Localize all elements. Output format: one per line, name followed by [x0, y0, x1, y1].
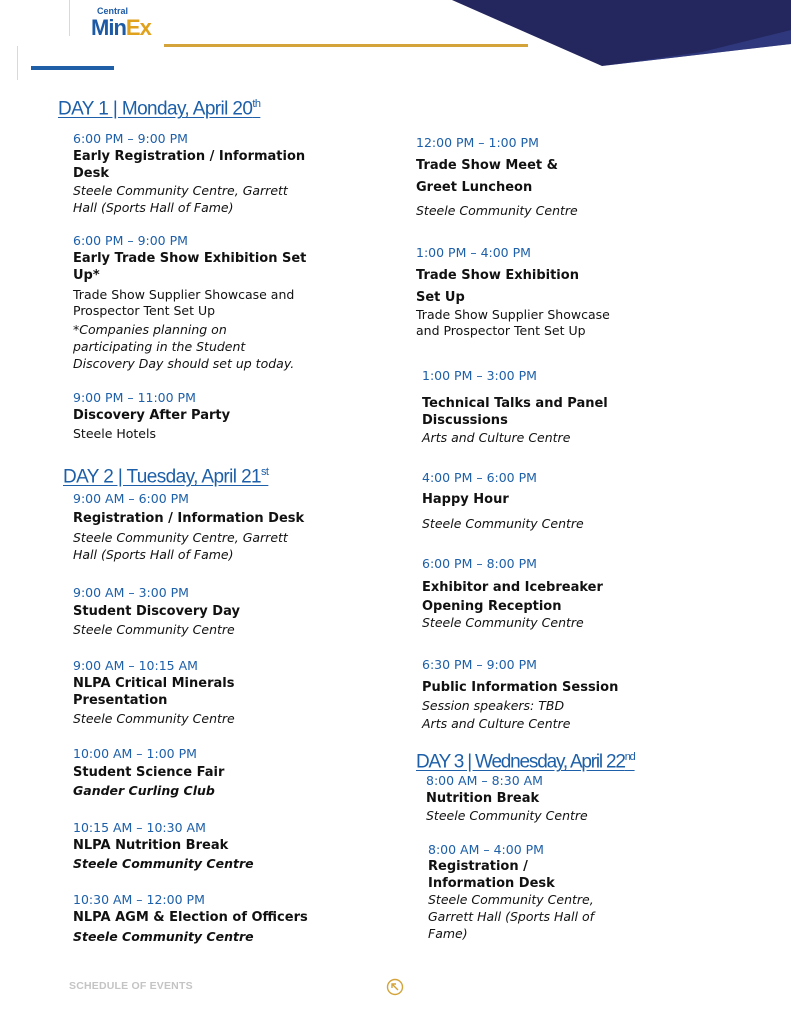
event-time: 6:00 PM – 9:00 PM — [73, 233, 188, 248]
event-time: 9:00 AM – 3:00 PM — [73, 585, 189, 600]
event-time: 9:00 PM – 11:00 PM — [73, 390, 196, 405]
header-banner — [452, 0, 791, 66]
event-time: 6:30 PM – 9:00 PM — [422, 657, 537, 672]
event-location: Steele Community Centre — [73, 622, 235, 637]
event-title: NLPA Critical Minerals Presentation — [73, 676, 235, 708]
event-detail: Trade Show Supplier Showcase and Prospector Tent Set Up — [73, 287, 295, 318]
event-title: Nutrition Break — [426, 791, 540, 806]
event-title: Discovery After Party — [73, 408, 231, 423]
event-title: Early Registration / Information Desk — [73, 149, 306, 181]
event-location: Steele Community Centre, Garrett Hall (Sports Hall of Fame) — [428, 892, 595, 941]
event-location: Steele Community Centre — [422, 516, 584, 531]
event-location: Session speakers: TBD — [422, 698, 565, 713]
arrow-up-left-circle-icon[interactable] — [386, 978, 404, 996]
event-location: Steele Community Centre — [73, 929, 254, 944]
event-location: Steele Community Centre, Garrett Hall (Sports Hall of Fame) — [73, 530, 288, 562]
event-time: 12:00 PM – 1:00 PM — [416, 135, 539, 150]
central-minex-logo — [91, 6, 171, 40]
event-location: Steele Community Centre — [426, 808, 588, 823]
event-time: 9:00 AM – 6:00 PM — [73, 491, 189, 506]
event-title: Student Science Fair — [73, 765, 225, 780]
event-time: 1:00 PM – 4:00 PM — [416, 245, 531, 260]
event-title: Early Trade Show Exhibition Set Up* — [73, 251, 307, 283]
event-title: Exhibitor and Icebreaker Opening Reception — [422, 580, 603, 614]
event-time: 10:30 AM – 12:00 PM — [73, 892, 205, 907]
logo-main-text: MinEx — [91, 15, 151, 40]
event-detail: Steele Hotels — [73, 426, 156, 441]
event-location: Steele Community Centre — [422, 615, 584, 630]
event-time: 6:00 PM – 9:00 PM — [73, 131, 188, 146]
event-title: Registration / Information Desk — [428, 859, 555, 891]
event-time: 10:15 AM – 10:30 AM — [73, 820, 206, 835]
header-divider — [17, 46, 18, 80]
event-title: Student Discovery Day — [73, 604, 240, 619]
event-time: 8:00 AM – 4:00 PM — [428, 842, 544, 857]
footer-label: SCHEDULE OF EVENTS — [69, 980, 193, 992]
day1-heading: DAY 1 | Monday, April 20th — [58, 98, 261, 120]
event-title: NLPA AGM & Election of Officers — [73, 910, 308, 925]
logo-small-text: Central — [97, 6, 129, 16]
event-title: Happy Hour — [422, 492, 509, 507]
event-time: 9:00 AM – 10:15 AM — [73, 658, 198, 673]
day2-heading: DAY 2 | Tuesday, April 21st — [63, 466, 269, 488]
event-location: Steele Community Centre — [73, 711, 235, 726]
event-location: Steele Community Centre — [73, 856, 254, 871]
event-time: 4:00 PM – 6:00 PM — [422, 470, 537, 485]
event-location: Steele Community Centre — [416, 203, 578, 218]
event-time: 1:00 PM – 3:00 PM — [422, 368, 537, 383]
event-title: Public Information Session — [422, 680, 619, 695]
day3-heading: DAY 3 | Wednesday, April 22nd — [416, 751, 635, 773]
event-title: Trade Show Meet & Greet Luncheon — [416, 158, 559, 195]
header-divider — [69, 0, 70, 36]
event-location: Gander Curling Club — [73, 783, 215, 798]
event-title: Trade Show Exhibition Set Up — [416, 268, 579, 305]
event-time: 6:00 PM – 8:00 PM — [422, 556, 537, 571]
event-location: Arts and Culture Centre — [422, 430, 571, 445]
event-detail: Trade Show Supplier Showcase and Prospector Tent Set Up — [416, 307, 610, 338]
event-title: Registration / Information Desk — [73, 511, 305, 526]
event-location: Arts and Culture Centre — [422, 716, 571, 731]
event-note: *Companies planning on participating in the Student Discovery Day should set up today. — [73, 322, 295, 371]
event-time: 8:00 AM – 8:30 AM — [426, 773, 543, 788]
event-title: NLPA Nutrition Break — [73, 838, 229, 853]
event-title: Technical Talks and Panel Discussions — [422, 396, 608, 428]
header-blue-line — [31, 66, 114, 70]
event-time: 10:00 AM – 1:00 PM — [73, 746, 197, 761]
event-location: Steele Community Centre, Garrett Hall (Sports Hall of Fame) — [73, 183, 288, 215]
